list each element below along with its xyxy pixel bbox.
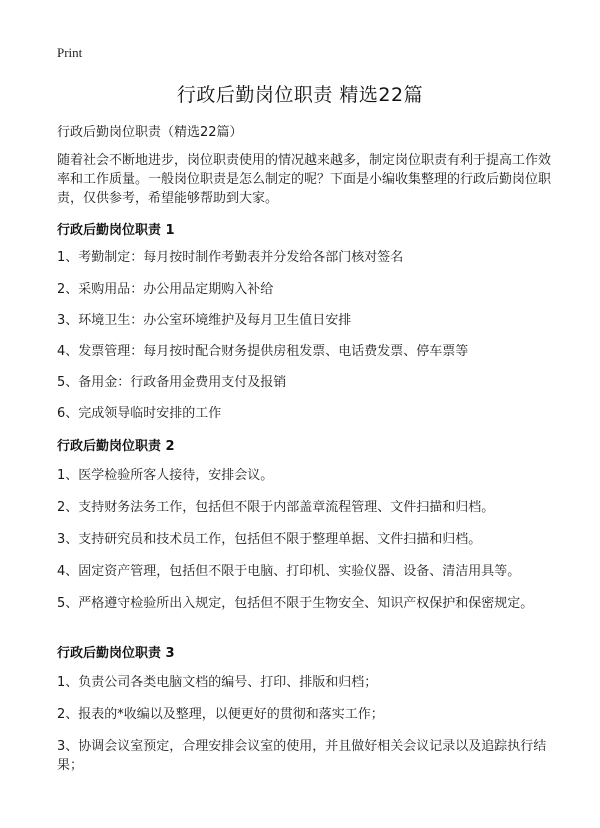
page-title: 行政后勤岗位职责 精选22篇 (176, 84, 424, 106)
list-item: 1、考勤制定：每月按时制作考勤表并分发给各部门核对签名 (57, 250, 404, 265)
section-heading-3: 行政后勤岗位职责 3 (57, 646, 175, 661)
intro-paragraph: 随着社会不断地进步，岗位职责使用的情况越来越多，制定岗位职责有利于提高工作效率和工作质量。一般岗位职责是怎么制定的呢？下面是小编收集整理的行政后勤岗位职责，仅供参考，希望能够帮助到大家。 (57, 153, 552, 206)
section-heading-1: 行政后勤岗位职责 1 (57, 223, 175, 238)
list-item: 3、环境卫生：办公室环境维护及每月卫生值日安排 (57, 313, 352, 328)
list-item: 2、支持财务法务工作，包括但不限于内部盖章流程管理、文件扫描和归档。 (57, 500, 495, 515)
list-item: 1、负责公司各类电脑文档的编号、打印、排版和归档； (57, 675, 378, 690)
page-subtitle: 行政后勤岗位职责（精选22篇） (57, 125, 243, 140)
list-item: 1、医学检验所客人接待，安排会议。 (57, 468, 274, 483)
list-item: 5、备用金：行政备用金费用支付及报销 (57, 375, 287, 390)
section-heading-2: 行政后勤岗位职责 2 (57, 439, 175, 454)
list-item: 6、完成领导临时安排的工作 (57, 406, 222, 421)
list-item: 2、采购用品：办公用品定期购入补给 (57, 282, 274, 297)
list-item: 3、协调会议室预定，合理安排会议室的使用，并且做好相关会议记录以及追踪执行结果； (57, 739, 547, 773)
print-link[interactable]: Print (57, 45, 83, 60)
list-item: 4、发票管理：每月按时配合财务提供房租发票、电话费发票、停车票等 (57, 344, 469, 359)
list-item: 2、报表的*收编以及整理，以便更好的贯彻和落实工作； (57, 707, 384, 722)
list-item: 3、支持研究员和技术员工作，包括但不限于整理单据、文件扫描和归档。 (57, 532, 482, 547)
list-item: 4、固定资产管理，包括但不限于电脑、打印机、实验仪器、设备、清洁用具等。 (57, 564, 521, 579)
list-item: 5、严格遵守检验所出入规定，包括但不限于生物安全、知识产权保护和保密规定。 (57, 596, 534, 611)
